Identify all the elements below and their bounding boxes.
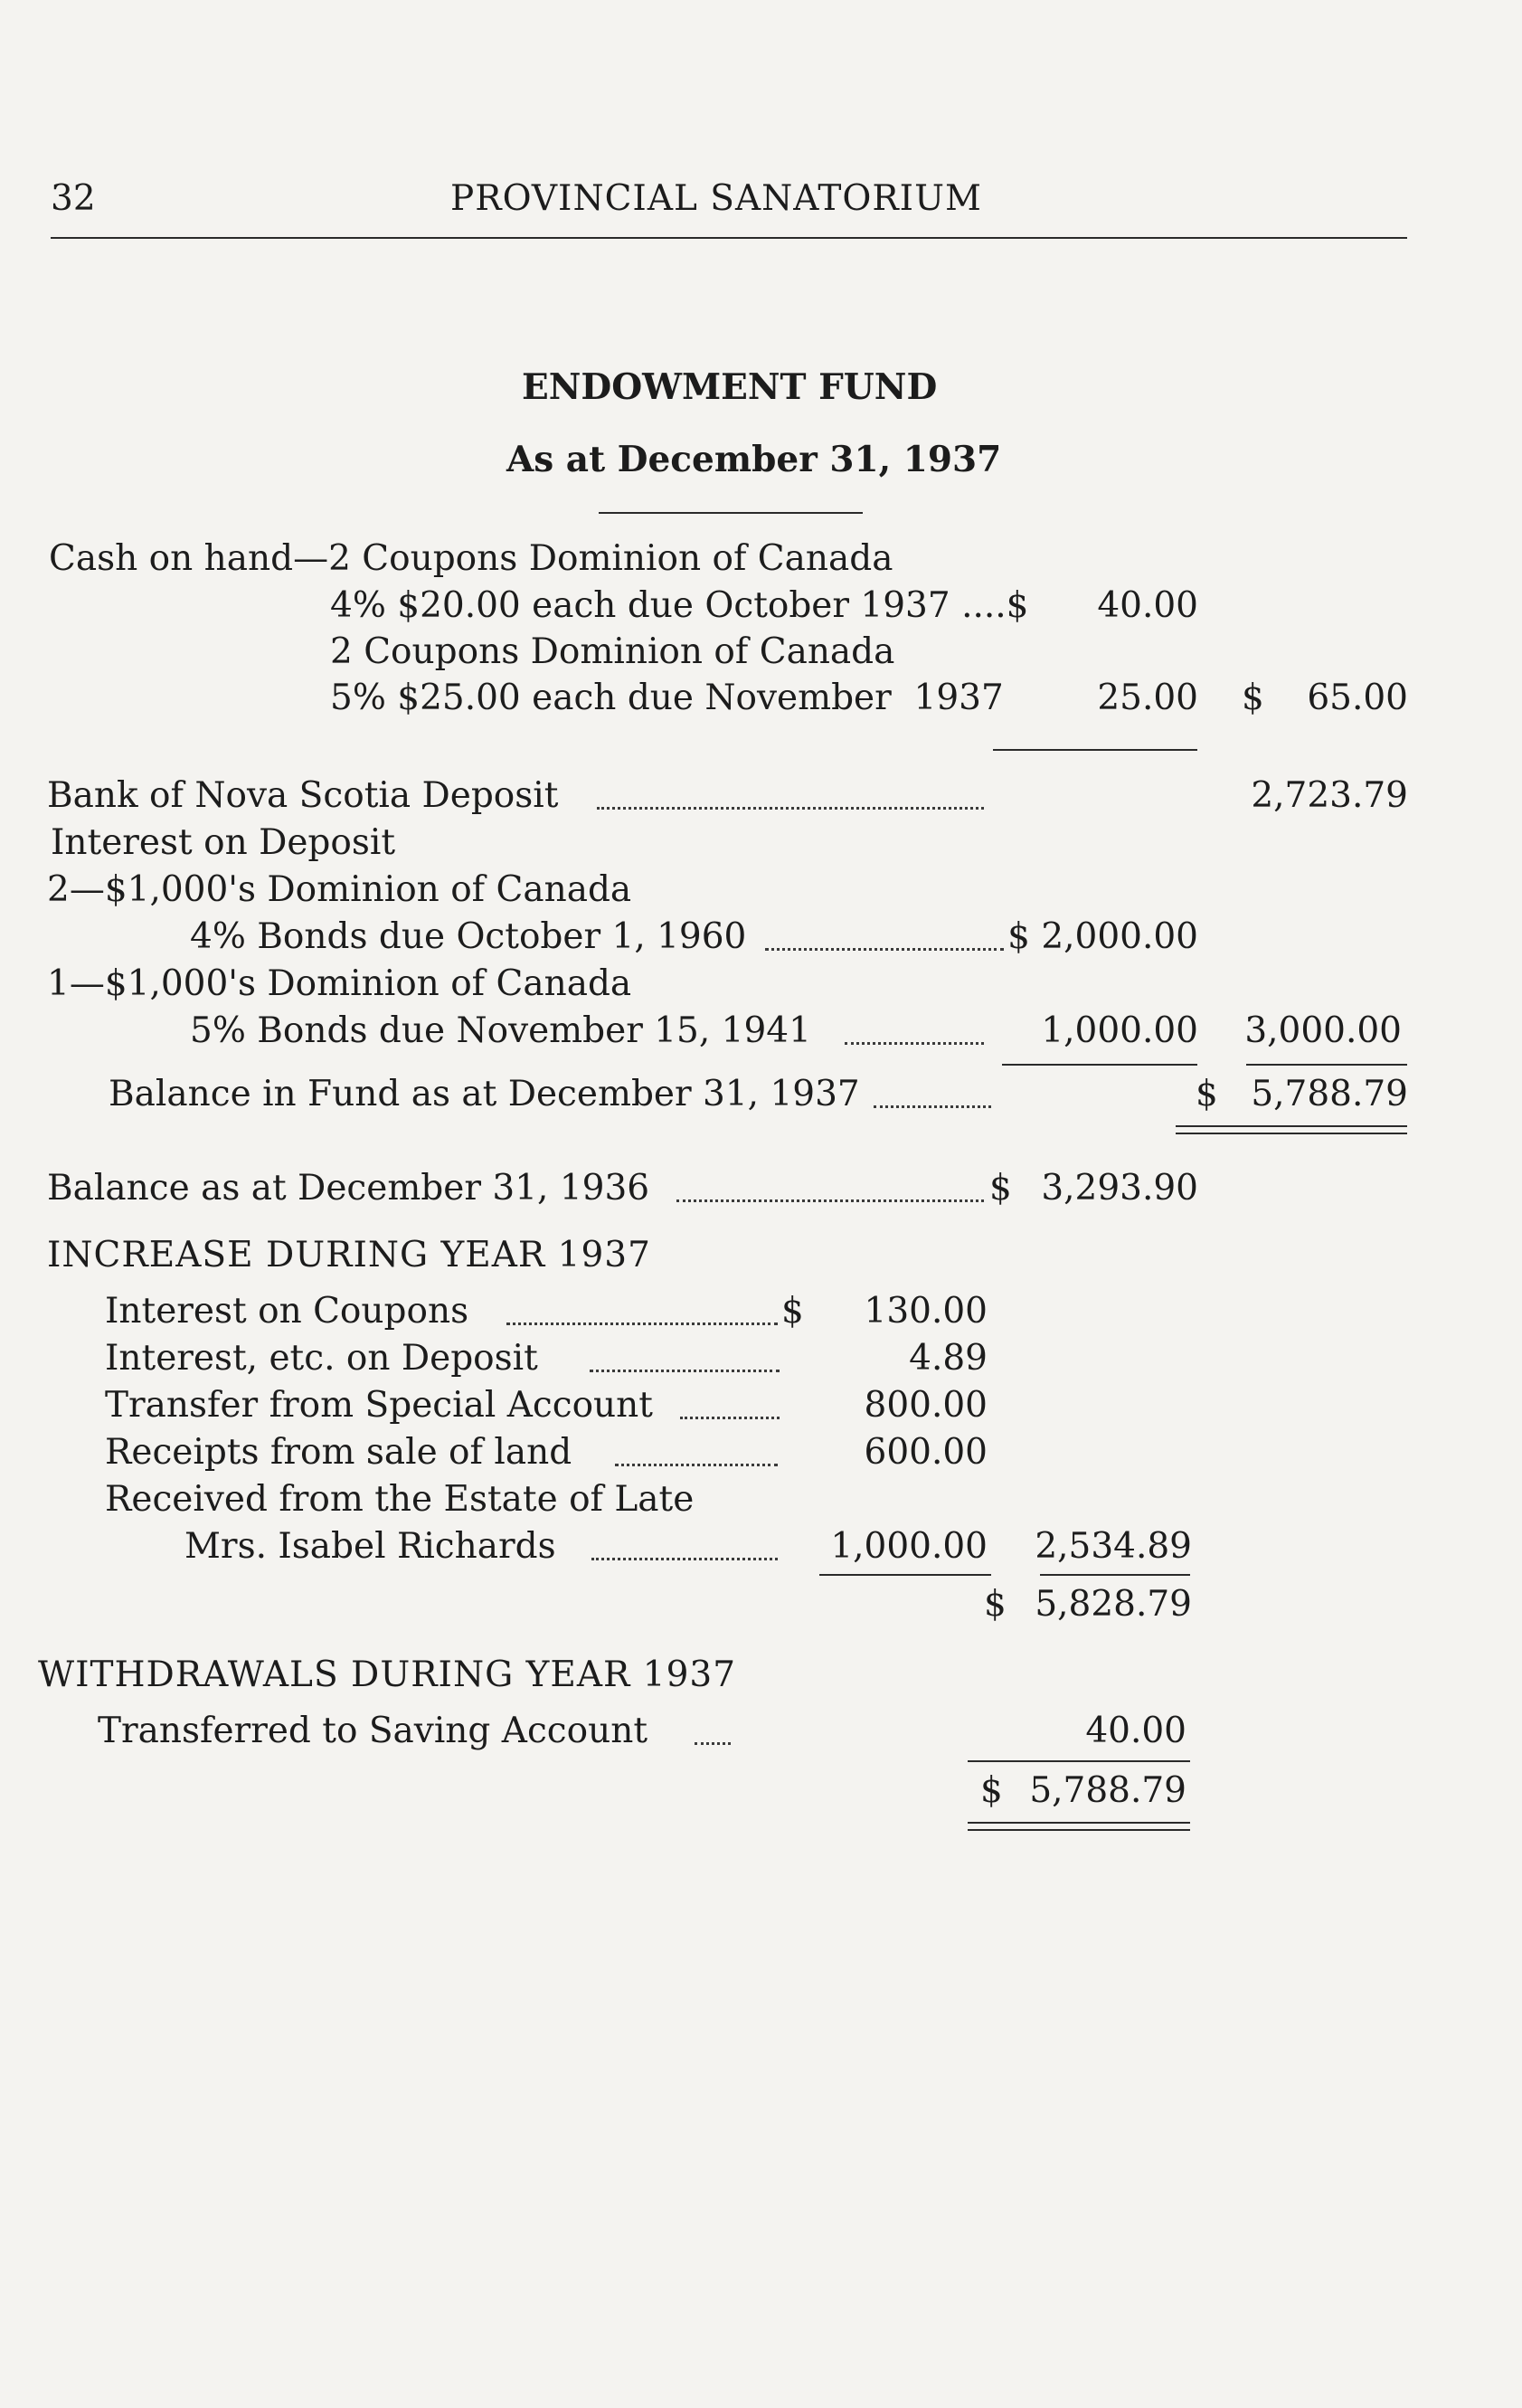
increase-subtotal-rule (819, 1574, 991, 1576)
title-rule (599, 512, 863, 514)
fund-subtotal-rule (1246, 1064, 1407, 1066)
running-title: PROVINCIAL SANATORIUM (450, 178, 982, 219)
increase-label: Interest, etc. on Deposit (105, 1338, 538, 1379)
bonds-subtotal-rule (1002, 1064, 1197, 1066)
final-double-rule-top (968, 1822, 1190, 1824)
leader-dots (506, 1323, 778, 1325)
cash-amount-1: 40.00 (1097, 585, 1198, 626)
cash-line-1: Cash on hand—2 Coupons Dominion of Canada (49, 538, 893, 579)
leader-dots (597, 807, 984, 810)
final-amount: 5,788.79 (1029, 1770, 1186, 1811)
bond1-amount: $ 2,000.00 (1007, 916, 1198, 957)
bond1-line-2: 4% Bonds due October 1, 1960 (190, 916, 747, 957)
subtotal-rule (1040, 1574, 1190, 1576)
increase-heading: INCREASE DURING YEAR 1937 (47, 1235, 651, 1275)
balance-double-rule-bottom (1176, 1133, 1407, 1134)
deposit-amount: 2,723.79 (1251, 775, 1408, 816)
increase-sign: $ (781, 1291, 804, 1332)
deposit-label: Bank of Nova Scotia Deposit (47, 775, 559, 816)
increase-amount: 130.00 (864, 1291, 988, 1332)
increase-amount: 4.89 (909, 1338, 988, 1379)
page-number: 32 (51, 178, 96, 219)
interest-label: Interest on Deposit (51, 822, 396, 863)
increase-amount: 600.00 (864, 1432, 988, 1473)
bond2-line-2: 5% Bonds due November 15, 1941 (190, 1010, 811, 1051)
bonds-total: 3,000.00 (1244, 1010, 1402, 1051)
opening-balance-label: Balance as at December 31, 1936 (47, 1168, 650, 1209)
subtotal-sign: $ (984, 1584, 1007, 1625)
cash-line-2: 4% $20.00 each due October 1937 ....$ (330, 585, 1029, 626)
cash-line-3: 2 Coupons Dominion of Canada (330, 631, 895, 672)
cash-line-4: 5% $25.00 each due November 1937 (330, 678, 1004, 718)
estate-amount: 1,000.00 (830, 1526, 988, 1567)
leader-dots (680, 1417, 780, 1419)
increase-label: Transfer from Special Account (105, 1385, 653, 1426)
leader-dots (615, 1464, 778, 1466)
opening-balance-amount: 3,293.90 (1041, 1168, 1198, 1209)
final-double-rule-bottom (968, 1829, 1190, 1831)
estate-line-2: Mrs. Isabel Richards (184, 1526, 556, 1567)
bond1-line-1: 2—$1,000's Dominion of Canada (47, 869, 632, 910)
final-sign: $ (980, 1770, 1003, 1811)
increase-label: Interest on Coupons (105, 1291, 469, 1332)
document-subtitle: As at December 31, 1937 (506, 439, 1002, 480)
leader-dots (845, 1042, 984, 1045)
estate-line-1: Received from the Estate of Late (105, 1479, 695, 1520)
leader-dots (695, 1742, 731, 1745)
balance-amount: 5,788.79 (1251, 1074, 1408, 1114)
increase-amount: 800.00 (864, 1385, 988, 1426)
leader-dots (874, 1105, 991, 1108)
balance-double-rule-top (1176, 1125, 1407, 1127)
withdrawal-label: Transferred to Saving Account (98, 1711, 648, 1751)
increase-label: Receipts from sale of land (105, 1432, 572, 1473)
balance-label: Balance in Fund as at December 31, 1937 (109, 1074, 860, 1114)
document-title: ENDOWMENT FUND (522, 366, 938, 408)
subtotal-amount: 5,828.79 (1035, 1584, 1192, 1625)
bond2-line-1: 1—$1,000's Dominion of Canada (47, 963, 632, 1004)
leader-dots (676, 1199, 984, 1202)
cash-subtotal-rule (993, 749, 1197, 751)
leader-dots (765, 948, 1004, 951)
increase-total: 2,534.89 (1035, 1526, 1192, 1567)
final-rule (968, 1760, 1190, 1762)
cash-total-sign: $ (1242, 678, 1264, 718)
leader-dots (591, 1558, 778, 1560)
bond2-amount: 1,000.00 (1041, 1010, 1198, 1051)
opening-balance-sign: $ (989, 1168, 1012, 1209)
cash-amount-2: 25.00 (1097, 678, 1198, 718)
header-rule (51, 237, 1407, 239)
balance-sign: $ (1196, 1074, 1218, 1114)
withdrawal-heading: WITHDRAWALS DURING YEAR 1937 (38, 1654, 737, 1695)
cash-total: 65.00 (1307, 678, 1408, 718)
withdrawal-amount: 40.00 (1085, 1711, 1186, 1751)
leader-dots (590, 1370, 780, 1372)
